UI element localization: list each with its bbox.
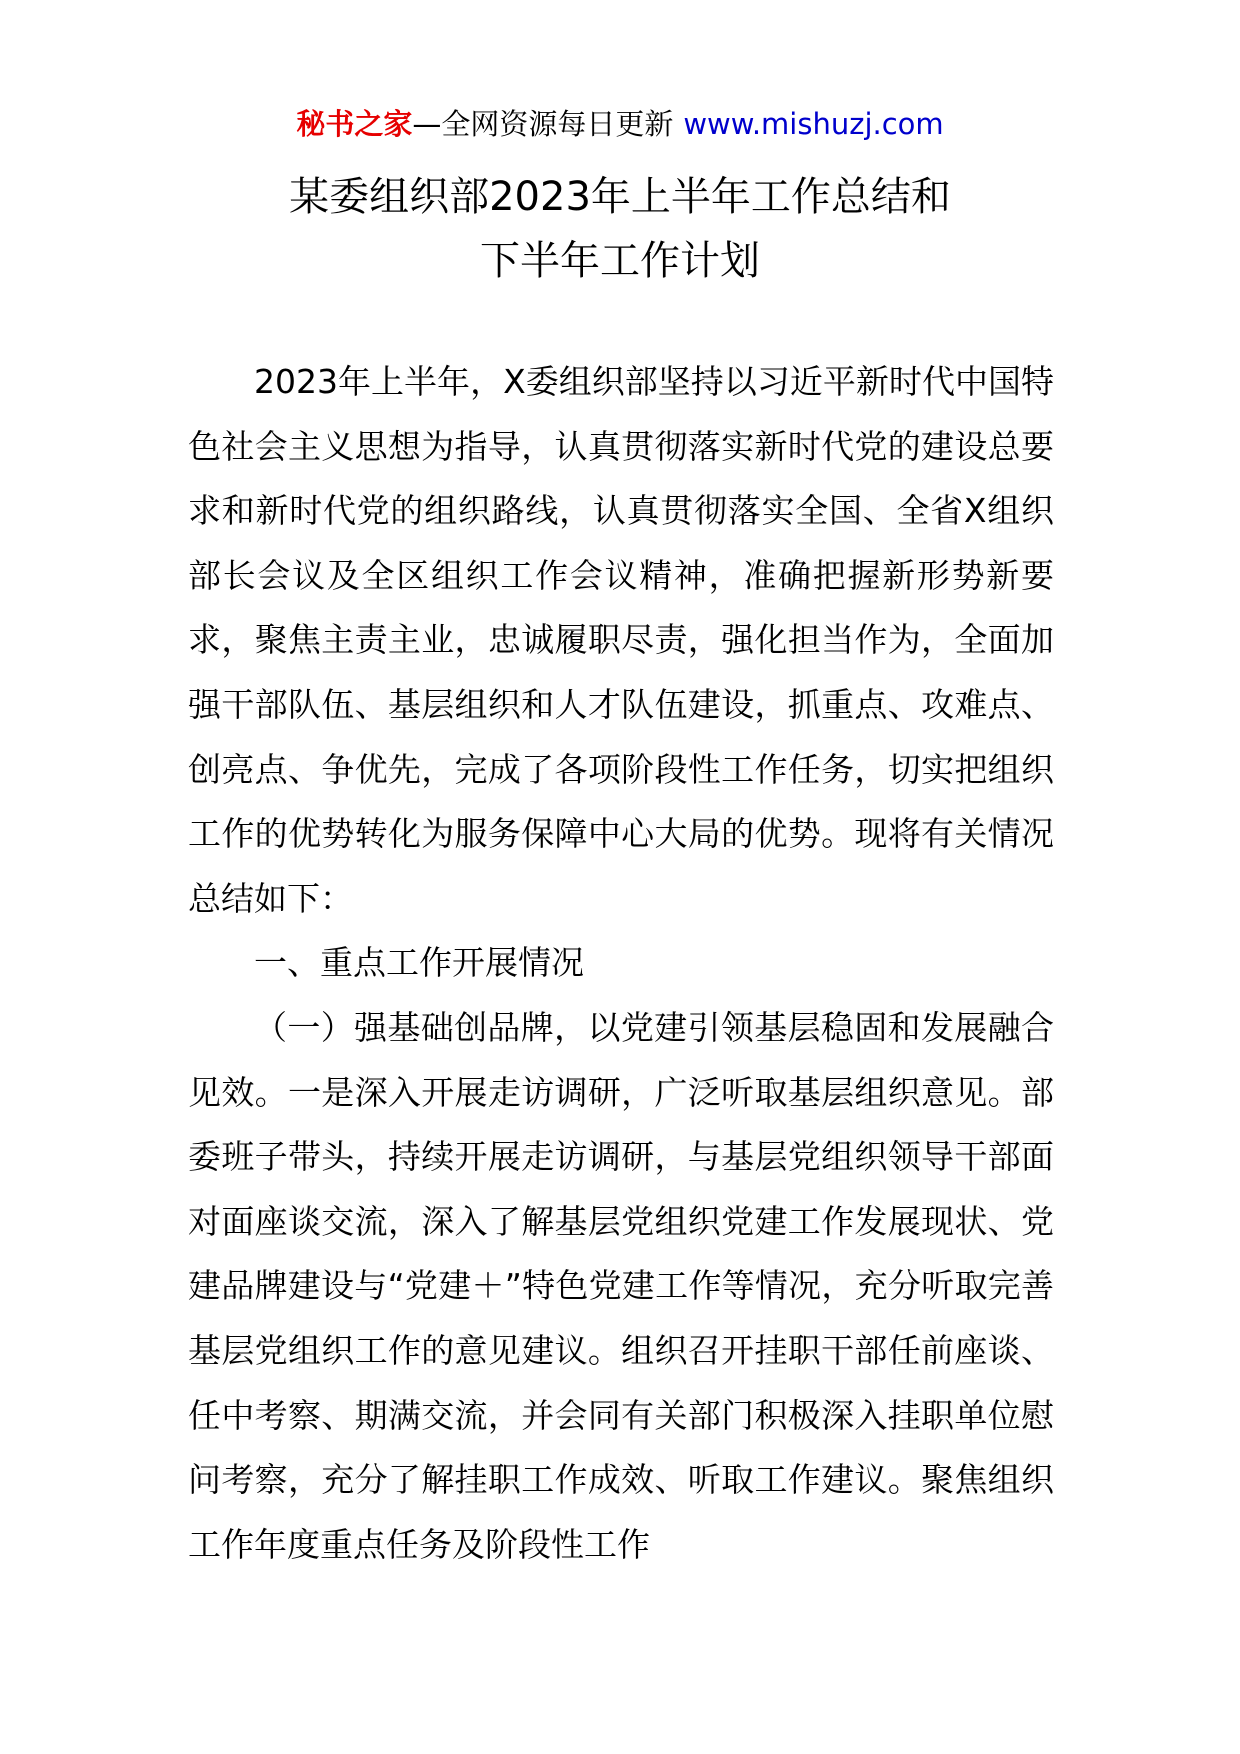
title-line-2: 下半年工作计划: [480, 238, 760, 284]
document-title: [0, 165, 1240, 293]
site-slogan: —全网资源每日更新: [412, 107, 674, 141]
document-body: [188, 350, 1054, 1577]
intro-paragraph: 2023年上半年，X委组织部坚持以习近平新时代中国特色社会主义思想为指导，认真贯彻落实新时代党的建设总要求和新时代党的组织路线，认真贯彻落实全国、全省X组织部长会议及全区组织工作会议精神，准确把握新形势新要求，聚焦主责主业，忠诚履职尽责，强化担当作为，全面加强干部队伍、基层组织和人才队伍建设，抓重点、攻难点、创亮点、争优先，完成了各项阶段性工作任务，切实把组织工作的优势转化为服务保障中心大局的优势。现将有关情况总结如下：: [188, 362, 1054, 918]
subsection-paragraph: （一）强基础创品牌，以党建引领基层稳固和发展融合见效。一是深入开展走访调研，广泛听取基层组织意见。部委班子带头，持续开展走访调研，与基层党组织领导干部面对面座谈交流，深入了解基层党组织党建工作发展现状、党建品牌建设与“党建＋”特色党建工作等情况，充分听取完善基层党组织工作的意见建议。组织召开挂职干部任前座谈、任中考察、期满交流，并会同有关部门积极深入挂职单位慰问考察，充分了解挂职工作成效、听取工作建议。聚焦组织工作年度重点任务及阶段性工作: [188, 1007, 1054, 1564]
site-brand: 秘书之家: [296, 107, 413, 141]
site-url-link[interactable]: www.mishuzj.com: [683, 107, 944, 141]
section-heading: 一、重点工作开展情况: [254, 943, 584, 983]
title-line-1: 某委组织部2023年上半年工作总结和: [289, 174, 951, 220]
site-header: [0, 104, 1240, 144]
